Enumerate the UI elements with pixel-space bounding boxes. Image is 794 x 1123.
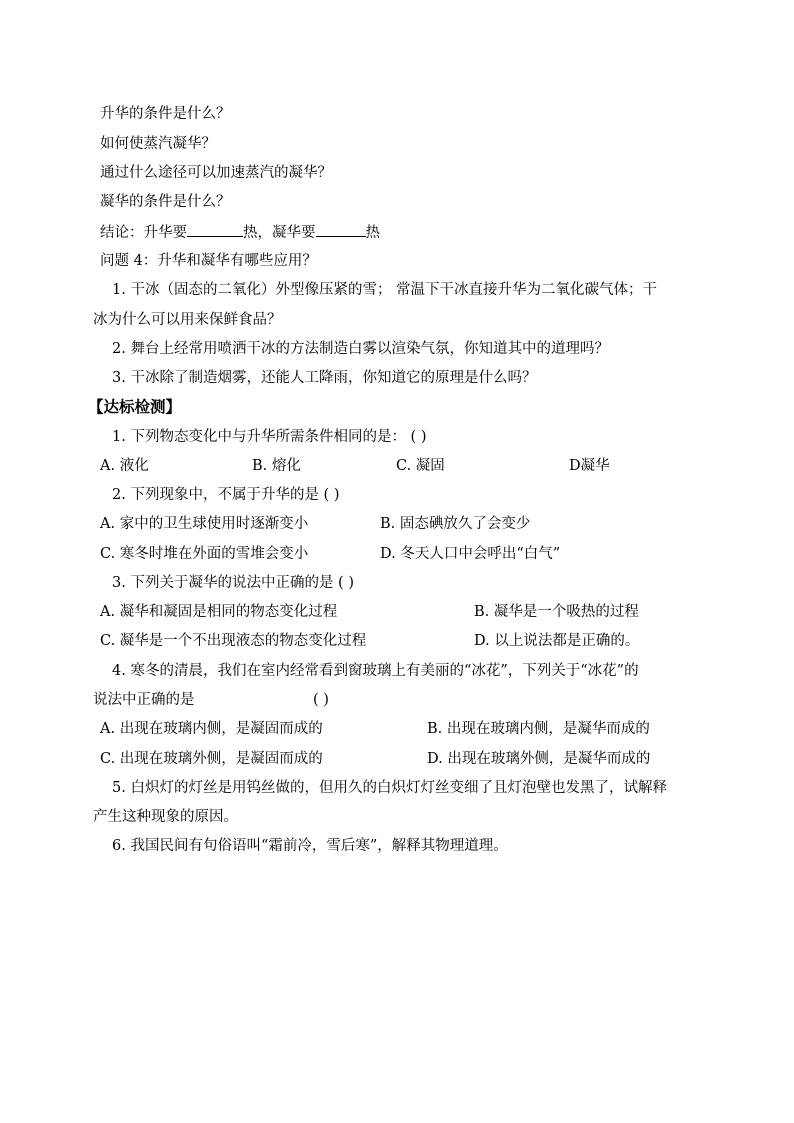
exercise-4-option-b: B. 出现在玻璃内侧，是凝华而成的 — [427, 721, 650, 737]
exercise-4-option-c: C. 出现在玻璃外侧，是凝固而成的 — [100, 751, 323, 767]
exercise-2-option-c: C. 寒冬时堆在外面的雪堆会变小 — [100, 546, 309, 562]
application-2: 2. 舞台上经常用喷洒干冰的方法制造白雾以渲染气氛，你知道其中的道理吗？ — [112, 341, 609, 357]
exercise-4-stem-line-2: 说法中正确的是 — [93, 692, 195, 708]
application-3: 3. 干冰除了制造烟雾，还能人工降雨，你知道它的原理是什么吗？ — [112, 370, 537, 386]
exercise-3-option-c: C. 凝华是一个不出现液态的物态变化过程 — [100, 633, 367, 649]
exercise-4-answer-paren: ( ) — [313, 692, 329, 708]
exercise-2-stem: 2. 下列现象中，不属于升华的是 ( ) — [112, 487, 340, 503]
application-1-line-1: 1. 干冰（固态的二氧化）外型像压紧的雪； 常温下干冰直接升华为二氧化碳气体；干 — [112, 282, 658, 298]
exercise-1-option-d: D凝华 — [569, 458, 610, 474]
conclusion-text-1: 结论：升华要 — [100, 225, 187, 241]
exercise-5-line-2: 产生这种现象的原因。 — [93, 809, 238, 825]
exercise-3-option-d: D. 以上说法都是正确的。 — [474, 633, 640, 649]
exercise-4-option-d: D. 出现在玻璃外侧，是凝华而成的 — [427, 751, 651, 767]
exercise-4-stem-line-1: 4. 寒冬的清晨，我们在室内经常看到窗玻璃上有美丽的“冰花”，下列关于“冰花”的 — [112, 663, 639, 679]
conclusion-text-2: 热，凝华要 — [243, 225, 316, 241]
question-deposition-condition: 凝华的条件是什么？ — [100, 194, 231, 210]
question-vapor-deposition: 如何使蒸汽凝华？ — [100, 136, 216, 152]
exercise-1-stem: 1. 下列物态变化中与升华所需条件相同的是： ( ) — [112, 429, 427, 445]
exercise-6: 6. 我国民间有句俗语叫“霜前冷，雪后寒”，解释其物理道理。 — [112, 838, 508, 854]
exercise-1-option-b: B. 熔化 — [252, 458, 301, 474]
exercise-2-option-d: D. 冬天人口中会呼出“白气” — [380, 546, 561, 562]
exercise-4-option-a: A. 出现在玻璃内侧，是凝固而成的 — [100, 721, 323, 737]
problem-4-title: 问题 4：升华和凝华有哪些应用？ — [100, 253, 317, 269]
exercise-1-option-c: C. 凝固 — [396, 458, 445, 474]
exercise-3-option-a: A. 凝华和凝固是相同的物态变化过程 — [100, 604, 338, 620]
conclusion-line — [100, 222, 380, 243]
exercise-2-option-a: A. 家中的卫生球使用时逐渐变小 — [100, 516, 309, 532]
exercise-2-option-b: B. 固态碘放久了会变少 — [380, 516, 531, 532]
question-accelerate-deposition: 通过什么途径可以加速蒸汽的凝华？ — [100, 165, 332, 181]
exercise-3-option-b: B. 凝华是一个吸热的过程 — [474, 604, 639, 620]
answer-blank-sublimation[interactable] — [187, 222, 243, 237]
section-title-assessment: 【达标检测】 — [88, 397, 182, 416]
exercise-3-stem: 3. 下列关于凝华的说法中正确的是 ( ) — [112, 575, 354, 591]
question-sublimation-condition: 升华的条件是什么？ — [100, 106, 231, 122]
exercise-1-option-a: A. 液化 — [100, 458, 149, 474]
answer-blank-deposition[interactable] — [316, 222, 366, 237]
conclusion-text-3: 热 — [365, 225, 380, 241]
exercise-5-line-1: 5. 白炽灯的灯丝是用钨丝做的，但用久的白炽灯灯丝变细了且灯泡壁也发黑了，试解释 — [112, 780, 667, 796]
application-1-line-2: 冰为什么可以用来保鲜食品？ — [93, 312, 282, 328]
